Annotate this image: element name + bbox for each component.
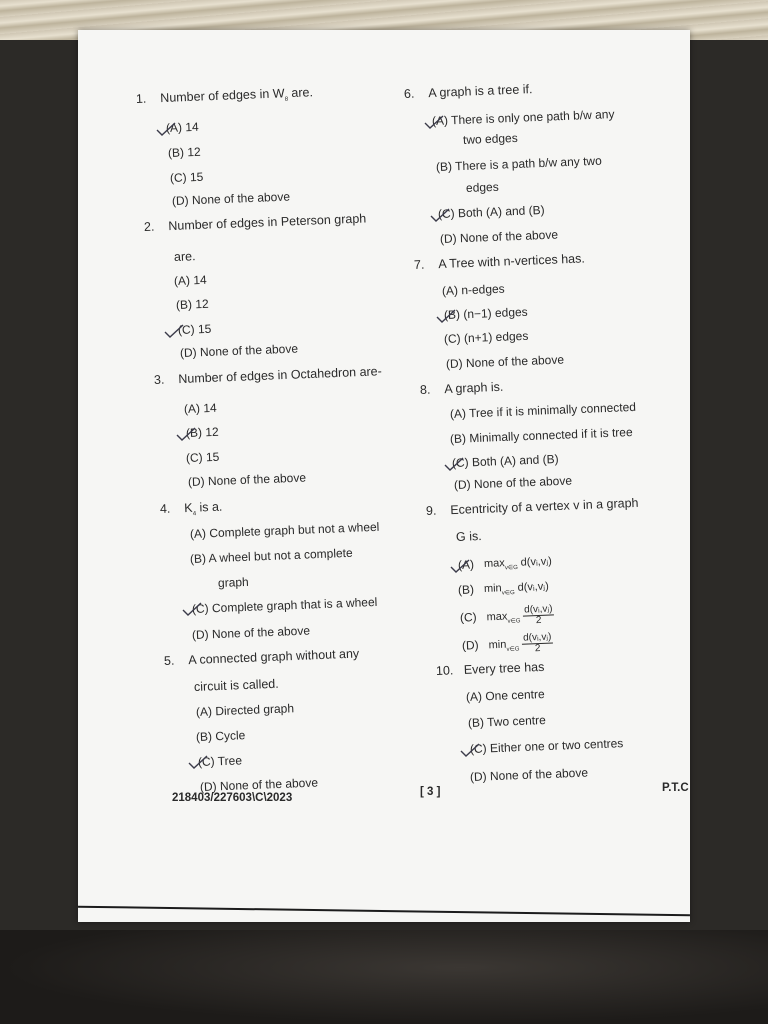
q4-option-b-line2: graph [217,574,249,590]
question-number: 7. [413,257,425,272]
tick-mark-icon [450,559,470,573]
question-text: A connected graph without any [188,646,360,668]
question-number: 5. [163,653,175,668]
q1-option-a: (A) 14 [165,119,199,135]
question-3 [154,364,382,387]
question-2 [144,211,367,234]
question-1 [136,85,314,108]
question-number: 4. [159,501,171,516]
q1-option-d: (D) None of the above [171,189,291,208]
tick-mark-icon [430,208,450,222]
question-number: 1. [135,91,147,106]
distance-term: d(vᵢ,vⱼ) [520,555,553,569]
tick-mark-icon [164,324,184,338]
q6-option-c: (C) Both (A) and (B) [437,202,545,221]
fraction [523,604,554,626]
question-text: K [184,500,193,516]
question-text: Every tree has [463,659,545,677]
q9-option-b [458,580,549,599]
q2-option-b: (B) 12 [175,296,209,312]
question-number: 6. [403,86,415,101]
paper-code: 218403/227603\C\2023 [172,792,293,804]
q10-option-d: (D) None of the above [469,765,589,784]
tick-mark-icon [188,755,208,769]
question-6 [404,82,533,101]
subscript: 4 [192,511,197,518]
max-operator: max [483,557,505,571]
fraction-denominator: 2 [535,614,542,627]
dark-floor [0,930,768,1024]
q9-option-d [462,633,553,657]
question-text-end: is a. [195,499,223,515]
operator-subscript: v∈G [506,646,520,653]
q5-option-d: (D) None of the above [199,775,319,794]
question-number: 10. [435,663,454,678]
q6-option-b-line1: (B) There is a path b/w any two [435,153,603,174]
q7-option-d: (D) None of the above [445,352,565,371]
distance-term: d(vᵢ,vⱼ) [517,580,550,594]
tick-mark-icon [444,457,464,471]
q7-option-b: (B) (n−1) edges [443,304,528,322]
option-label: (B) [457,582,475,597]
q4-option-d: (D) None of the above [191,623,311,642]
please-turn-over: P.T.C [662,782,689,794]
min-operator: min [483,582,502,596]
q6-option-a-line1: (A) There is only one path b/w any [431,106,615,128]
tick-mark-icon [182,602,202,616]
option-label: (A) [457,557,475,572]
q6-option-a-line2: two edges [462,130,518,147]
page-number: [ 3 ] [420,786,441,798]
fraction [522,633,553,655]
q5-option-b: (B) Cycle [195,728,246,744]
q5-option-a: (A) Directed graph [195,701,295,719]
question-number: 8. [419,382,431,397]
q8-option-d: (D) None of the above [453,473,573,492]
tick-mark-icon [460,743,480,757]
question-text: Number of edges in W [160,86,285,106]
fraction-denominator: 2 [534,642,541,655]
q8-option-b: (B) Minimally connected if it is tree [449,424,633,446]
q8-option-c: (C) Both (A) and (B) [451,451,559,470]
q2-option-c: (C) 15 [177,321,212,337]
exam-page [78,30,690,922]
q4-option-c: (C) Complete graph that is a wheel [191,594,378,616]
q2-option-a: (A) 14 [173,272,207,288]
q3-option-a: (A) 14 [183,400,217,416]
question-text: A graph is a tree if. [428,82,533,101]
operator-subscript: v∈G [504,565,518,572]
q7-option-a: (A) n-edges [441,281,505,298]
tick-mark-icon [436,309,456,323]
q4-option-a: (A) Complete graph but not a wheel [189,519,380,541]
fraction-numerator: d(vᵢ,vⱼ) [523,603,553,616]
q1-option-c: (C) 15 [169,169,204,185]
question-10 [436,660,545,678]
question-text-end: are. [287,85,314,101]
operator-subscript: v∈G [507,618,521,625]
q7-option-c: (C) (n+1) edges [443,328,529,346]
q10-option-b: (B) Two centre [467,713,547,730]
question-4 [160,500,223,519]
q5-option-c: (C) Tree [197,753,243,769]
operator-subscript: v∈G [501,590,515,597]
q3-option-d: (D) None of the above [187,470,307,489]
q2-option-d: (D) None of the above [179,341,299,360]
question-8 [420,380,504,397]
question-number: 9. [425,503,437,518]
question-text: Number of edges in Peterson graph [168,211,367,234]
q4-option-b-line1: (B) A wheel but not a complete [189,545,353,566]
q10-option-a: (A) One centre [465,686,545,704]
page-edge-line [78,906,690,917]
question-number: 3. [153,372,165,387]
subscript: 8 [284,96,289,103]
tick-mark-icon [156,122,176,136]
q6-option-b-line2: edges [465,179,499,195]
q6-option-d: (D) None of the above [439,227,559,246]
math-expression [488,633,553,656]
q10-option-c: (C) Either one or two centres [469,736,624,756]
tick-mark-icon [424,115,444,129]
q3-option-c: (C) 15 [185,449,220,465]
fraction-numerator: d(vᵢ,vⱼ) [522,631,552,644]
max-operator: max [486,610,508,624]
math-expression [484,580,549,598]
tick-mark-icon [176,427,196,441]
q1-option-b: (B) 12 [167,144,201,160]
q2-text-line2: are. [173,249,196,264]
q9-option-c [460,604,555,629]
q9-text-line2: G is. [455,529,482,544]
q5-text-line2: circuit is called. [193,676,279,694]
question-5 [164,647,360,668]
question-text: A Tree with n-vertices has. [438,251,586,272]
question-text: Number of edges in Octahedron are- [178,364,383,387]
option-label: (C) [459,610,477,625]
math-expression [484,555,552,573]
option-label: (D) [461,638,479,653]
question-9 [426,496,639,518]
question-number: 2. [143,219,155,234]
q9-option-a [458,554,552,573]
question-text: A graph is. [444,379,504,397]
q3-option-b: (B) 12 [185,424,219,440]
math-expression [486,604,554,628]
q8-option-a: (A) Tree if it is minimally connected [449,399,637,421]
min-operator: min [488,638,507,652]
question-7 [414,251,585,272]
question-text: Ecentricity of a vertex v in a graph [450,495,639,518]
